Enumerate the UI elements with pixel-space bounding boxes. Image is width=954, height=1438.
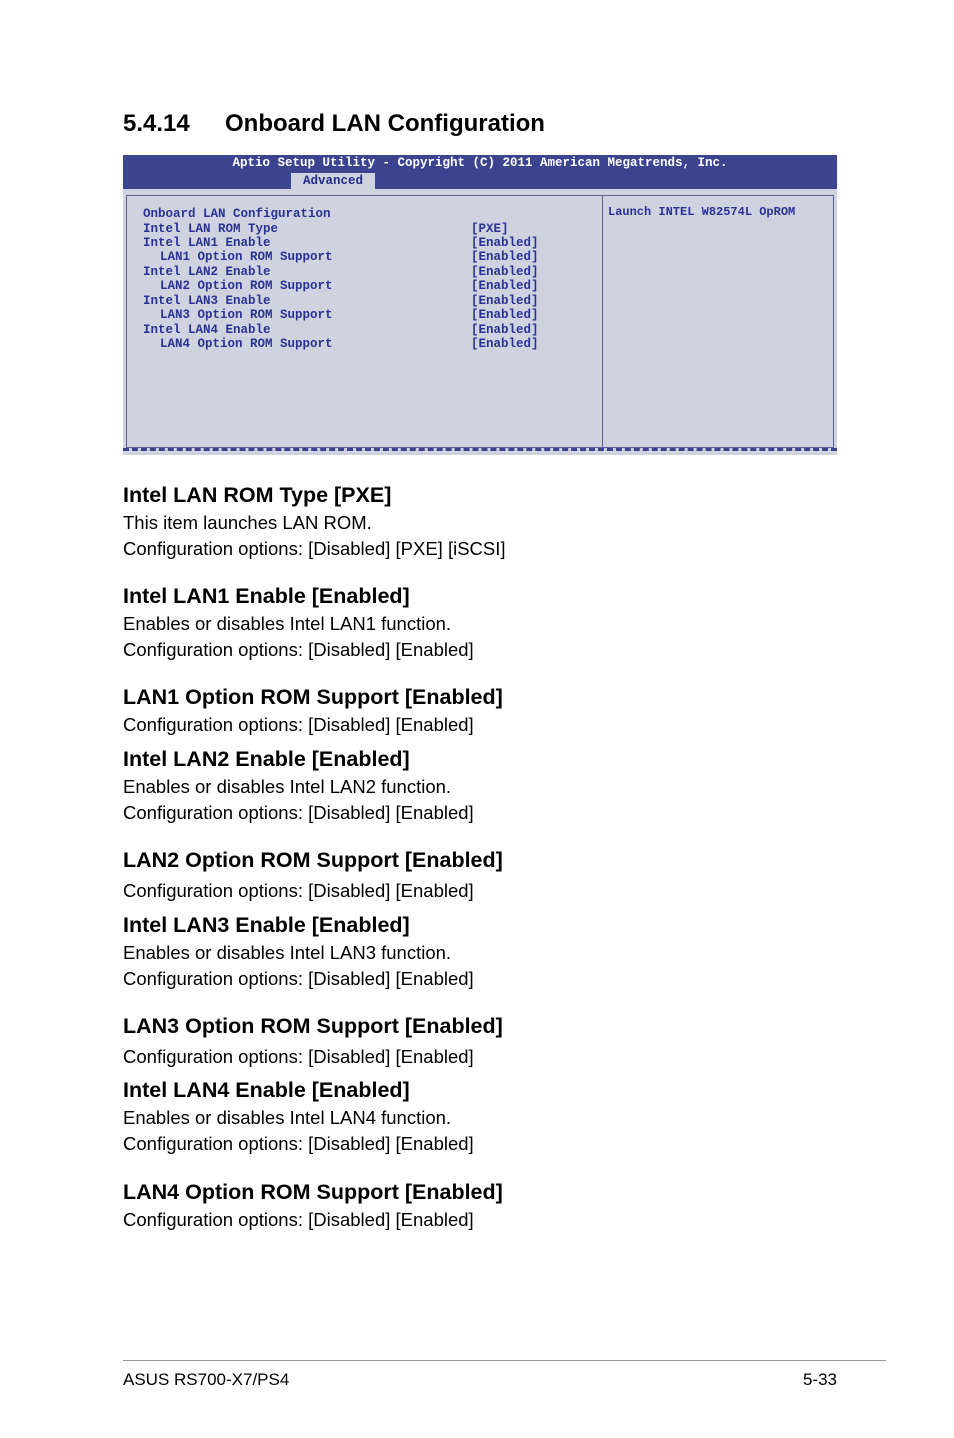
section-heading: Onboard LAN Configuration xyxy=(225,110,545,137)
bios-item-value[interactable]: [Enabled] xyxy=(471,265,539,279)
bios-item-label[interactable]: LAN3 Option ROM Support xyxy=(160,308,333,322)
option-description: This item launches LAN ROM. xyxy=(123,512,372,533)
option-description: Configuration options: [Disabled] [Enabled] xyxy=(123,802,474,823)
option-description: Configuration options: [Disabled] [Enabled] xyxy=(123,1046,474,1067)
footer-rule xyxy=(123,1360,886,1361)
bios-item-label[interactable]: Intel LAN4 Enable xyxy=(143,323,271,337)
bios-item-label[interactable]: Intel LAN2 Enable xyxy=(143,265,271,279)
bios-item-label[interactable]: LAN1 Option ROM Support xyxy=(160,250,333,264)
footer-page-number: 5-33 xyxy=(802,1370,837,1389)
option-description: Enables or disables Intel LAN4 function. xyxy=(123,1107,452,1128)
bios-item-label[interactable]: LAN2 Option ROM Support xyxy=(160,279,333,293)
footer-product: ASUS RS700-X7/PS4 xyxy=(123,1370,290,1389)
bios-item-value[interactable]: [Enabled] xyxy=(471,294,539,308)
bios-copyright: Aptio Setup Utility - Copyright (C) 2011 American Megatrends, Inc. xyxy=(232,156,728,170)
bios-item-value[interactable]: [Enabled] xyxy=(471,250,539,264)
option-description: Configuration options: [Disabled] [PXE] [iSCSI] xyxy=(123,538,506,559)
bios-item-value[interactable]: [Enabled] xyxy=(471,337,539,351)
bios-item-label[interactable]: Intel LAN ROM Type xyxy=(143,222,279,236)
option-description: Configuration options: [Disabled] [Enabled] xyxy=(123,1133,474,1154)
bios-item-label[interactable]: LAN4 Option ROM Support xyxy=(160,337,333,351)
option-title: Intel LAN4 Enable [Enabled] xyxy=(123,1078,410,1102)
option-description: Configuration options: [Disabled] [Enabled] xyxy=(123,714,474,735)
option-description: Configuration options: [Disabled] [Enabled] xyxy=(123,1209,474,1230)
bios-item-value[interactable]: [Enabled] xyxy=(471,279,539,293)
bios-item-value[interactable]: [PXE] xyxy=(471,222,509,236)
option-title: LAN4 Option ROM Support [Enabled] xyxy=(123,1180,503,1204)
section-title xyxy=(123,110,545,138)
bios-help-text: Launch INTEL W82574L OpROM xyxy=(608,205,796,219)
option-description: Enables or disables Intel LAN3 function. xyxy=(123,942,452,963)
section-number: 5.4.14 xyxy=(123,110,190,137)
bios-item-value[interactable]: [Enabled] xyxy=(471,308,539,322)
option-description: Enables or disables Intel LAN1 function. xyxy=(123,613,452,634)
option-title: Intel LAN ROM Type [PXE] xyxy=(123,483,392,507)
bios-item-label[interactable]: Intel LAN1 Enable xyxy=(143,236,271,250)
bios-menu-heading: Onboard LAN Configuration xyxy=(143,207,331,221)
option-title: LAN3 Option ROM Support [Enabled] xyxy=(123,1014,503,1038)
option-description: Enables or disables Intel LAN2 function. xyxy=(123,776,452,797)
bios-header xyxy=(123,155,837,189)
bios-item-value[interactable]: [Enabled] xyxy=(471,236,539,250)
bios-screenshot xyxy=(123,155,837,455)
bios-panel-divider xyxy=(602,195,603,448)
option-title: Intel LAN1 Enable [Enabled] xyxy=(123,584,410,608)
option-title: LAN1 Option ROM Support [Enabled] xyxy=(123,685,503,709)
bios-tab-advanced[interactable]: Advanced xyxy=(291,173,375,189)
bios-item-label[interactable]: Intel LAN3 Enable xyxy=(143,294,271,308)
option-title: LAN2 Option ROM Support [Enabled] xyxy=(123,848,503,872)
option-title: Intel LAN2 Enable [Enabled] xyxy=(123,747,410,771)
bios-dashed-edge xyxy=(123,448,837,451)
bios-item-value[interactable]: [Enabled] xyxy=(471,323,539,337)
option-description: Configuration options: [Disabled] [Enabled] xyxy=(123,639,474,660)
option-description: Configuration options: [Disabled] [Enabled] xyxy=(123,968,474,989)
option-description: Configuration options: [Disabled] [Enabled] xyxy=(123,880,474,901)
option-title: Intel LAN3 Enable [Enabled] xyxy=(123,913,410,937)
